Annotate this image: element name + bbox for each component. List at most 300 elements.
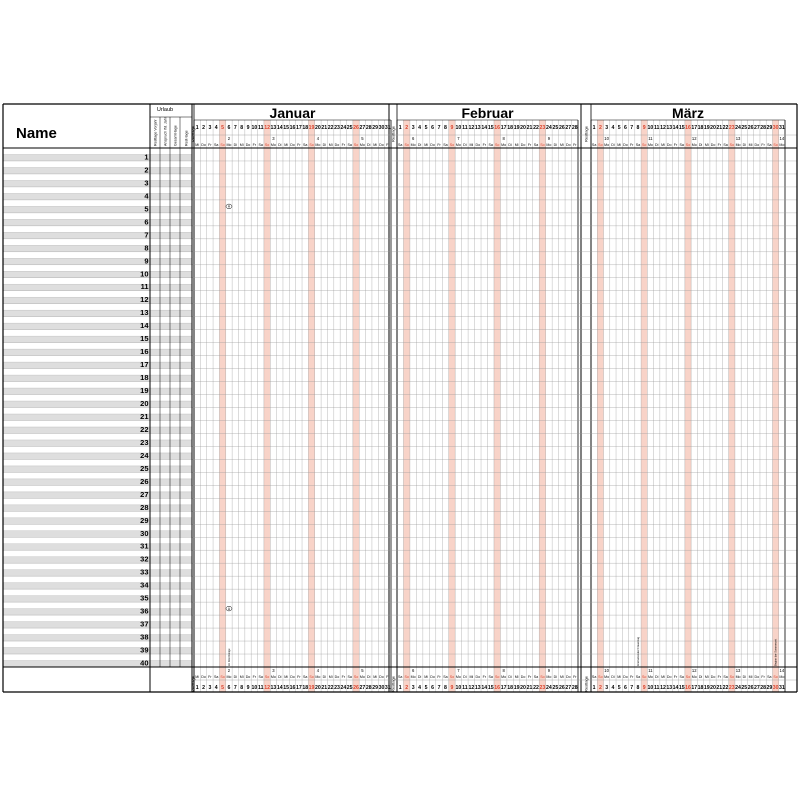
- day-number: 3: [605, 125, 609, 131]
- row-shade: [3, 450, 150, 460]
- day-number: 10: [647, 125, 654, 131]
- row-number: 18: [140, 373, 149, 383]
- row-shade: [150, 635, 160, 641]
- row-number: 15: [140, 334, 149, 344]
- weekday-label: Mi: [469, 675, 474, 679]
- day-number: 29: [766, 685, 773, 691]
- weekday-label: Sa: [258, 675, 263, 679]
- day-number: 16: [685, 685, 691, 691]
- weekday-label: Fr: [673, 143, 678, 147]
- day-number: 9: [642, 685, 646, 691]
- row-shade: [3, 388, 150, 394]
- row-shade: [160, 232, 170, 238]
- row-shade: [3, 258, 150, 264]
- day-number: 7: [437, 125, 441, 131]
- day-number: 27: [565, 125, 572, 131]
- weekday-label: Mo: [410, 675, 416, 679]
- row-number: 8: [144, 243, 149, 253]
- row-shade: [180, 570, 192, 576]
- week-number: 6: [411, 668, 415, 673]
- row-shade: [180, 609, 192, 615]
- weekday-label: Di: [463, 143, 467, 147]
- weekday-label: So: [685, 143, 691, 147]
- day-number: 24: [735, 685, 741, 691]
- day-number: 17: [500, 685, 507, 691]
- rest-days-label: Resttage: [390, 675, 396, 693]
- row-number: 33: [140, 567, 149, 577]
- row-shade: [150, 310, 160, 316]
- row-shade: [3, 593, 150, 603]
- row-shade: [150, 518, 160, 524]
- day-number: 4: [418, 125, 422, 131]
- weekday-label: Mo: [315, 143, 321, 147]
- weekday-label: Di: [233, 675, 238, 679]
- row-shade: [150, 401, 160, 407]
- weekday-label: Fr: [717, 143, 721, 147]
- weekday-label: So: [309, 143, 314, 147]
- row-shade: [180, 232, 192, 238]
- row-shade: [180, 661, 192, 667]
- row-shade: [170, 375, 180, 381]
- row-shade: [160, 258, 170, 264]
- row-shade: [170, 297, 180, 303]
- row-number: 36: [140, 606, 149, 616]
- day-number: 8: [444, 125, 447, 131]
- row-shade: [170, 310, 180, 316]
- row-shade: [3, 323, 150, 329]
- weekday-label: Fr: [297, 143, 301, 147]
- row-shade: [160, 661, 170, 667]
- row-number: 23: [140, 437, 149, 447]
- weekday-label: Do: [430, 143, 435, 147]
- weekday-label: Di: [278, 143, 282, 147]
- sunday-column: [597, 120, 603, 692]
- day-number: 28: [571, 125, 578, 131]
- day-number: 9: [246, 685, 250, 691]
- day-number: 17: [500, 125, 507, 131]
- day-number: 26: [353, 685, 359, 691]
- day-number: 20: [710, 685, 716, 691]
- row-shade: [170, 622, 180, 628]
- day-number: 6: [227, 125, 231, 131]
- row-number: 28: [140, 502, 149, 512]
- day-number: 23: [334, 125, 340, 131]
- day-number: 12: [468, 685, 475, 691]
- row-shade: [150, 375, 160, 381]
- weekday-label: Di: [655, 143, 659, 147]
- row-shade: [170, 505, 180, 511]
- row-shade: [3, 567, 150, 577]
- day-number: 29: [372, 685, 379, 691]
- day-number: 16: [289, 685, 296, 691]
- day-number: 23: [334, 685, 340, 691]
- weekday-label: So: [598, 143, 603, 147]
- row-shade: [150, 648, 160, 654]
- week-number: 9: [547, 136, 551, 141]
- day-number: 9: [642, 125, 646, 131]
- week-number: 5: [361, 136, 364, 141]
- row-shade: [3, 232, 150, 238]
- day-number: 28: [365, 125, 372, 131]
- weekday-label: Mo: [691, 675, 697, 679]
- day-number: 7: [630, 685, 634, 691]
- weekday-label: Do: [475, 143, 481, 147]
- row-shade: [170, 388, 180, 394]
- row-shade: [160, 414, 170, 420]
- weekday-label: Mi: [328, 675, 333, 679]
- row-shade: [150, 414, 160, 420]
- day-number: 1: [592, 125, 596, 131]
- row-number: 3: [144, 178, 149, 188]
- weekday-label: Mi: [284, 675, 289, 679]
- weekday-label: Do: [710, 143, 716, 147]
- row-shade: [160, 206, 170, 212]
- week-number: 3: [272, 668, 275, 673]
- day-number: 31: [778, 685, 785, 691]
- day-number: 6: [431, 685, 434, 691]
- weekday-label: Do: [754, 675, 760, 679]
- row-shade: [180, 206, 192, 212]
- row-number: 24: [140, 450, 149, 460]
- day-number: 7: [233, 125, 237, 131]
- day-number: 11: [462, 125, 468, 131]
- row-number: 25: [140, 463, 149, 473]
- row-shade: [150, 167, 160, 173]
- day-number: 28: [365, 685, 372, 691]
- weekday-label: Di: [508, 143, 512, 147]
- weekday-label: Mo: [735, 143, 741, 147]
- weekday-label: Mo: [226, 675, 232, 679]
- week-number: 11: [648, 668, 653, 673]
- day-number: 21: [526, 125, 533, 131]
- row-shade: [180, 375, 192, 381]
- row-shade: [3, 375, 150, 381]
- day-number: 22: [327, 125, 334, 131]
- weekday-label: Mo: [546, 675, 552, 679]
- day-number: 4: [214, 125, 218, 131]
- weekday-label: Fr: [208, 143, 212, 147]
- row-number: 7: [144, 230, 149, 240]
- weekday-label: Sa: [723, 675, 728, 679]
- weekday-label: Di: [417, 675, 422, 679]
- weekday-label: Mo: [604, 675, 610, 679]
- row-shade: [170, 193, 180, 199]
- row-shade: [150, 336, 160, 342]
- row-shade: [170, 609, 180, 615]
- day-number: 26: [353, 125, 359, 131]
- day-number: 15: [283, 125, 290, 131]
- day-number: 6: [623, 125, 627, 131]
- row-shade: [3, 362, 150, 368]
- weekday-label: Mo: [647, 143, 653, 147]
- week-number: 13: [735, 668, 741, 673]
- row-shade: [3, 632, 150, 642]
- row-number: 2: [144, 165, 149, 175]
- row-number: 16: [140, 347, 149, 357]
- row-number: 40: [140, 658, 149, 668]
- weekday-label: Mo: [270, 143, 276, 147]
- row-shade: [150, 232, 160, 238]
- day-number: 12: [468, 125, 475, 131]
- day-number: 31: [384, 125, 391, 131]
- weekday-label: Di: [742, 143, 747, 147]
- day-number: 25: [346, 685, 353, 691]
- day-number: 22: [722, 685, 729, 691]
- day-number: 3: [208, 125, 212, 131]
- day-number: 2: [202, 685, 205, 691]
- row-shade: [180, 167, 192, 173]
- day-number: 23: [728, 125, 735, 131]
- day-number: 29: [372, 125, 379, 131]
- row-shade: [180, 401, 192, 407]
- day-number: 21: [716, 685, 723, 691]
- weekday-label: Mi: [239, 675, 244, 679]
- day-number: 25: [741, 125, 748, 131]
- week-number: 12: [691, 136, 697, 141]
- day-number: 2: [405, 685, 409, 691]
- sunday-column: [685, 120, 691, 692]
- day-number: 13: [666, 685, 673, 691]
- day-number: 2: [405, 125, 409, 131]
- row-shade: [150, 193, 160, 199]
- week-number: 4: [316, 136, 320, 141]
- row-shade: [160, 505, 170, 511]
- day-number: 9: [450, 125, 454, 131]
- row-shade: [170, 336, 180, 342]
- day-number: 14: [276, 125, 283, 131]
- row-shade: [150, 284, 160, 290]
- weekday-label: So: [540, 143, 545, 147]
- weekday-label: Sa: [635, 675, 641, 679]
- weekday-label: Sa: [591, 143, 597, 147]
- weekday-label: Di: [278, 675, 282, 679]
- row-shade: [3, 219, 150, 225]
- day-number: 25: [741, 685, 748, 691]
- weekday-label: Fr: [629, 675, 634, 679]
- day-number: 8: [636, 685, 640, 691]
- day-number: 3: [411, 685, 415, 691]
- day-number: 14: [276, 685, 283, 691]
- weekday-label: Mo: [315, 675, 321, 679]
- row-shade: [3, 349, 150, 355]
- weekday-label: Sa: [533, 143, 539, 147]
- day-number: 30: [772, 685, 779, 691]
- weekday-label: Sa: [347, 143, 352, 147]
- day-number: 4: [611, 685, 615, 691]
- row-shade: [180, 453, 192, 459]
- row-shade: [150, 180, 160, 186]
- row-shade: [180, 427, 192, 433]
- day-number: 8: [240, 685, 244, 691]
- weekday-label: Mo: [455, 143, 461, 147]
- week-number: 4: [316, 668, 320, 673]
- weekday-label: So: [264, 675, 270, 679]
- row-shade: [180, 518, 192, 524]
- weekday-label: Do: [334, 143, 340, 147]
- row-shade: [150, 245, 160, 251]
- day-number: 19: [513, 685, 520, 691]
- day-number: 22: [533, 685, 539, 691]
- row-shade: [160, 193, 170, 199]
- weekday-label: Mo: [647, 675, 653, 679]
- weekday-label: Mi: [424, 675, 428, 679]
- weekday-label: Mi: [424, 143, 428, 147]
- row-shade: [3, 606, 150, 616]
- weekday-label: Fr: [437, 675, 441, 679]
- row-shade: [160, 271, 170, 277]
- week-number: 2: [227, 668, 231, 673]
- day-number: 11: [462, 685, 468, 691]
- sunday-column: [729, 120, 735, 692]
- week-number: 9: [547, 668, 551, 673]
- row-shade: [150, 349, 160, 355]
- row-number: 9: [144, 256, 149, 266]
- weekday-label: So: [685, 675, 691, 679]
- day-number: 14: [481, 685, 488, 691]
- row-shade: [180, 479, 192, 485]
- day-number: 23: [539, 685, 546, 691]
- day-number: 13: [270, 685, 277, 691]
- day-number: 21: [716, 125, 723, 131]
- day-number: 16: [289, 125, 296, 131]
- weekday-label: Sa: [303, 143, 308, 147]
- weekday-label: Mo: [455, 675, 461, 679]
- row-shade: [160, 401, 170, 407]
- weekday-label: Do: [334, 675, 340, 679]
- row-shade: [160, 349, 170, 355]
- day-number: 21: [321, 125, 328, 131]
- row-shade: [180, 505, 192, 511]
- row-shade: [170, 427, 180, 433]
- row-number: 6: [144, 217, 149, 227]
- day-number: 21: [526, 685, 533, 691]
- weekday-label: Sa: [443, 675, 448, 679]
- weekday-label: Di: [367, 675, 371, 679]
- row-shade: [170, 453, 180, 459]
- day-number: 8: [444, 685, 447, 691]
- weekday-label: Do: [379, 675, 384, 679]
- row-shade: [150, 557, 160, 563]
- weekday-label: Fr: [527, 675, 532, 679]
- weekday-label: Di: [655, 675, 659, 679]
- row-number: 4: [144, 191, 149, 201]
- row-shade: [170, 648, 180, 654]
- row-shade: [170, 219, 180, 225]
- day-number: 24: [340, 125, 347, 131]
- weekday-label: Mo: [410, 143, 416, 147]
- row-shade: [170, 414, 180, 420]
- row-shade: [160, 427, 170, 433]
- row-shade: [180, 414, 192, 420]
- row-shade: [180, 622, 192, 628]
- day-number: 5: [424, 685, 428, 691]
- weekday-label: Di: [553, 143, 558, 147]
- row-shade: [170, 349, 180, 355]
- day-number: 31: [384, 685, 391, 691]
- day-number: 18: [697, 125, 704, 131]
- day-number: 30: [772, 125, 779, 131]
- row-shade: [180, 388, 192, 394]
- row-shade: [180, 635, 192, 641]
- row-number: 22: [140, 424, 149, 434]
- weekday-label: Di: [233, 143, 238, 147]
- day-number: 19: [308, 125, 315, 131]
- day-number: 22: [533, 125, 539, 131]
- row-number: 32: [140, 554, 149, 564]
- row-shade: [160, 180, 170, 186]
- row-shade: [160, 531, 170, 537]
- row-shade: [160, 297, 170, 303]
- day-number: 1: [592, 685, 596, 691]
- weekday-label: So: [773, 675, 778, 679]
- day-number: 18: [697, 685, 704, 691]
- weekday-label: Do: [201, 675, 206, 679]
- weekday-label: Di: [698, 143, 703, 147]
- weekday-label: Mi: [284, 143, 289, 147]
- weekday-label: Mi: [469, 143, 474, 147]
- row-shade: [170, 401, 180, 407]
- row-shade: [160, 284, 170, 290]
- day-number: 13: [474, 685, 481, 691]
- week-number: 8: [502, 136, 505, 141]
- weekday-label: Mi: [661, 143, 665, 147]
- row-shade: [160, 557, 170, 563]
- row-shade: [150, 362, 160, 368]
- day-number: 12: [264, 685, 270, 691]
- weekday-label: Fr: [386, 675, 390, 679]
- week-number: 13: [735, 136, 741, 141]
- sunday-column: [353, 120, 359, 692]
- weekday-label: So: [494, 143, 500, 147]
- weekday-label: Do: [520, 143, 526, 147]
- row-shade: [170, 258, 180, 264]
- day-number: 20: [520, 125, 526, 131]
- row-shade: [3, 297, 150, 303]
- row-shade: [3, 401, 150, 407]
- weekday-label: Sa: [635, 143, 641, 147]
- weekday-label: Sa: [679, 675, 684, 679]
- day-number: 15: [678, 125, 685, 131]
- row-shade: [150, 388, 160, 394]
- day-number: 15: [678, 685, 685, 691]
- weekday-label: Do: [565, 675, 571, 679]
- day-number: 4: [418, 685, 422, 691]
- day-number: 20: [315, 125, 321, 131]
- day-number: 22: [327, 685, 334, 691]
- row-shade: [180, 492, 192, 498]
- weekday-label: So: [404, 143, 409, 147]
- row-shade: [170, 531, 180, 537]
- row-shade: [3, 554, 150, 564]
- row-number: 37: [140, 619, 149, 629]
- day-number: 17: [295, 125, 302, 131]
- row-shade: [150, 609, 160, 615]
- row-shade: [170, 479, 180, 485]
- day-number: 1: [195, 685, 199, 691]
- weekday-label: Di: [322, 143, 326, 147]
- day-number: 10: [251, 685, 258, 691]
- weekday-label: Sa: [488, 675, 493, 679]
- weekday-label: Sa: [767, 675, 772, 679]
- week-number: 14: [779, 136, 785, 141]
- row-shade: [160, 388, 170, 394]
- weekday-label: Mi: [373, 675, 378, 679]
- row-number: 21: [140, 411, 149, 421]
- week-number: 6: [411, 136, 415, 141]
- row-shade: [160, 544, 170, 550]
- weekday-label: Sa: [533, 675, 539, 679]
- day-number: 7: [437, 685, 441, 691]
